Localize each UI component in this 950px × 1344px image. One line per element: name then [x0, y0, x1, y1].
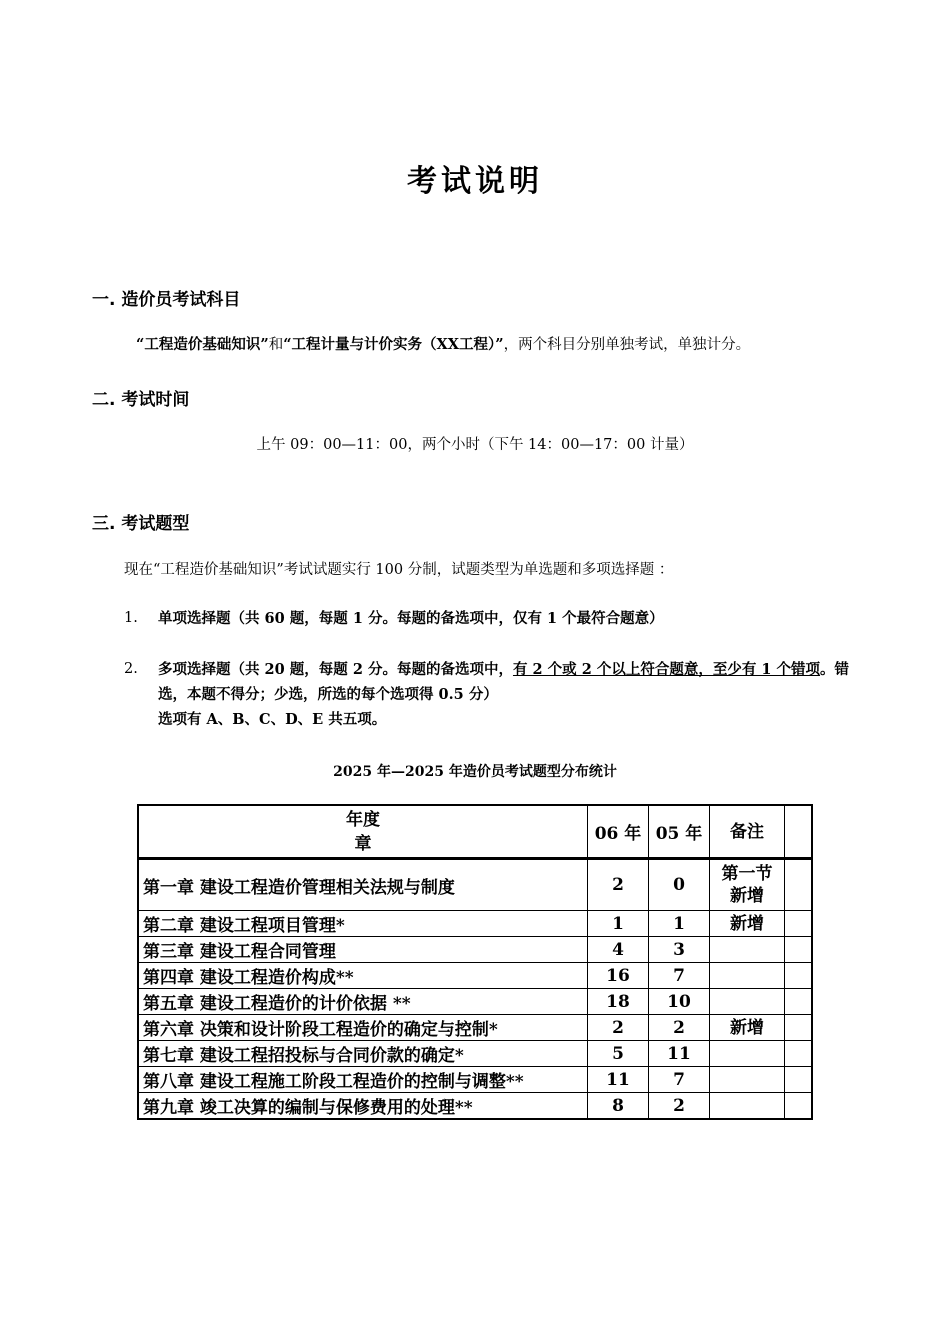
extra-cell: [785, 1015, 813, 1041]
section-heading-subjects: 一. 造价员考试科目: [92, 290, 241, 310]
note-line: 第一节: [721, 864, 773, 884]
subject-measurement-pricing: “工程计量与计价实务（XX工程）”: [283, 336, 504, 353]
page-title: 考试说明: [407, 164, 543, 199]
note-cell: [710, 989, 785, 1015]
multi-choice-underlined: 有 2 个或 2 个以上符合题意，至少有 1 个错项: [512, 661, 821, 678]
extra-cell: [785, 989, 813, 1015]
extra-cell: [785, 859, 813, 911]
exam-time-text: 上午 09：00—11：00，两个小时（下午 14：00—17：00 计量）: [256, 437, 694, 453]
count-06-cell: 8: [588, 1093, 649, 1120]
count-05-cell: 2: [649, 1093, 710, 1120]
count-06-cell: 16: [588, 963, 649, 989]
subjects-tail: ，两个科目分别单独考试，单独计分。: [503, 337, 751, 353]
header-06: 06 年: [588, 805, 649, 859]
table-row: [138, 911, 812, 937]
note-cell: [710, 1067, 785, 1093]
multi-choice-text-a: 多项选择题（共 20 题，每题 2 分。每题的备选项中，: [158, 661, 513, 678]
count-05-cell: 7: [649, 1067, 710, 1093]
subjects-paragraph: [136, 335, 750, 355]
extra-cell: [785, 963, 813, 989]
note-cell: [710, 859, 785, 911]
table-caption: 2025 年—2025 年造价员考试题型分布统计: [333, 764, 617, 780]
chapter-cell: 第九章 竣工决算的编制与保修费用的处理**: [138, 1093, 588, 1120]
count-06-cell: 18: [588, 989, 649, 1015]
count-05-cell: 3: [649, 937, 710, 963]
count-05-cell: 1: [649, 911, 710, 937]
extra-cell: [785, 1067, 813, 1093]
table-row: [138, 989, 812, 1015]
count-06-cell: 2: [588, 859, 649, 911]
question-types-intro: 现在“工程造价基础知识”考试试题实行 100 分制，试题类型为单选题和多项选择题 ：: [124, 562, 674, 578]
header-extra: [785, 805, 813, 859]
note-cell: [710, 911, 785, 937]
multi-choice-options: 选项有 A、B、C、D、E 共五项。: [158, 711, 387, 728]
table-row: [138, 859, 812, 911]
chapter-cell: 第五章 建设工程造价的计价依据 **: [138, 989, 588, 1015]
header-05: 05 年: [649, 805, 710, 859]
table-body: [138, 859, 812, 1120]
table-row: [138, 1041, 812, 1067]
table-row: [138, 1015, 812, 1041]
subjects-connector: 和: [268, 337, 284, 353]
header-note: 备注: [710, 805, 785, 859]
table-row: [138, 1067, 812, 1093]
table-row: [138, 1093, 812, 1120]
list-number-1: 1.: [124, 610, 138, 626]
header-year-label: 年度: [346, 809, 380, 830]
chapter-cell: 第七章 建设工程招投标与合同价款的确定*: [138, 1041, 588, 1067]
header-year-chapter: [138, 805, 588, 859]
count-06-cell: 11: [588, 1067, 649, 1093]
note-line: 新增: [730, 1017, 764, 1038]
table-row: [138, 937, 812, 963]
header-chapter-label: 章: [354, 833, 372, 854]
count-05-cell: 2: [649, 1015, 710, 1041]
chapter-cell: 第八章 建设工程施工阶段工程造价的控制与调整**: [138, 1067, 588, 1093]
note-line: 新增: [730, 913, 764, 934]
note-cell: [710, 1015, 785, 1041]
extra-cell: [785, 937, 813, 963]
extra-cell: [785, 911, 813, 937]
list-number-2: 2.: [124, 661, 138, 677]
count-06-cell: 1: [588, 911, 649, 937]
note-cell: [710, 1041, 785, 1067]
question-distribution-table: [137, 804, 813, 1120]
count-05-cell: 10: [649, 989, 710, 1015]
note-line: 新增: [730, 886, 764, 906]
count-05-cell: 0: [649, 859, 710, 911]
multi-choice-text-b: 。错选，本题不得分；少选，所选的每个选项得 0.5 分）: [158, 661, 850, 703]
chapter-cell: 第三章 建设工程合同管理: [138, 937, 588, 963]
section-heading-question-types: 三. 考试题型: [92, 514, 190, 534]
count-06-cell: 5: [588, 1041, 649, 1067]
note-cell: [710, 937, 785, 963]
multiple-choice-description: [158, 657, 868, 732]
note-cell: [710, 963, 785, 989]
section-heading-time: 二. 考试时间: [92, 390, 190, 410]
chapter-cell: 第二章 建设工程项目管理*: [138, 911, 588, 937]
extra-cell: [785, 1093, 813, 1120]
extra-cell: [785, 1041, 813, 1067]
chapter-cell: 第一章 建设工程造价管理相关法规与制度: [138, 859, 588, 911]
subject-basic-knowledge: “工程造价基础知识”: [136, 336, 269, 353]
table-header-row: [138, 805, 812, 859]
single-choice-description: 单项选择题（共 60 题，每题 1 分。每题的备选项中，仅有 1 个最符合题意）: [158, 610, 664, 627]
table-row: [138, 963, 812, 989]
count-05-cell: 7: [649, 963, 710, 989]
chapter-cell: 第四章 建设工程造价构成**: [138, 963, 588, 989]
count-05-cell: 11: [649, 1041, 710, 1067]
count-06-cell: 2: [588, 1015, 649, 1041]
count-06-cell: 4: [588, 937, 649, 963]
chapter-cell: 第六章 决策和设计阶段工程造价的确定与控制*: [138, 1015, 588, 1041]
note-cell: [710, 1093, 785, 1120]
